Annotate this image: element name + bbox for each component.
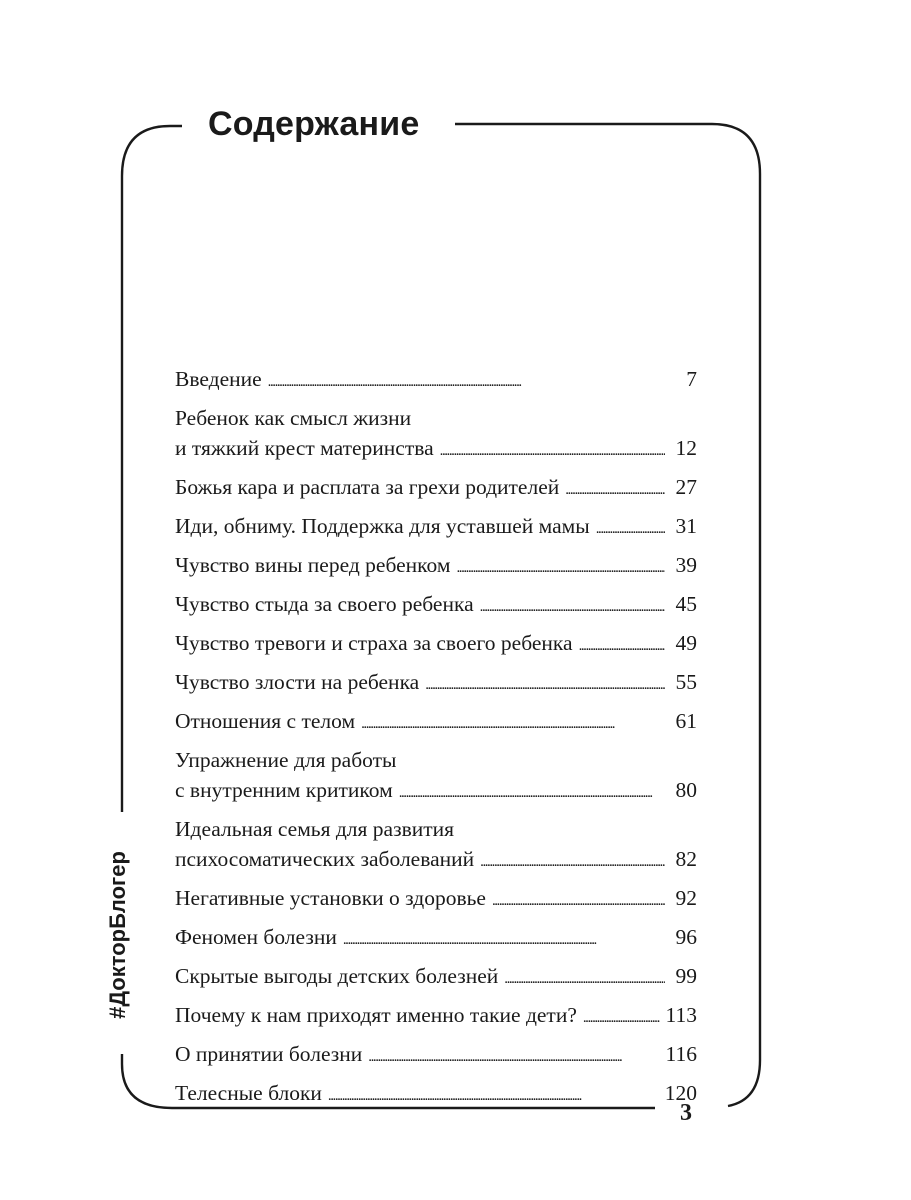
dot-leader <box>492 886 665 916</box>
dot-leader <box>583 1003 660 1033</box>
toc-entry-title: Почему к нам приходят именно такие дети? <box>175 1003 577 1027</box>
toc-entry-page: 7 <box>686 367 697 391</box>
frame-top-left <box>122 126 182 812</box>
toc-entry-page: 55 <box>675 670 697 694</box>
toc-entry-title-line: Упражнение для работы <box>175 748 397 772</box>
toc-entry <box>175 883 697 916</box>
toc-entry-page: 99 <box>675 964 697 988</box>
toc-entry-title: Отношения с телом <box>175 709 356 733</box>
dot-leader <box>504 964 665 994</box>
toc-entry-title-line: Идеальная семья для развития <box>175 817 455 841</box>
toc-entry-row <box>175 922 697 955</box>
dot-leader <box>596 514 665 544</box>
dot-leader <box>440 436 665 466</box>
toc-entry-page: 92 <box>675 886 697 910</box>
toc-entry-page: 31 <box>675 514 697 538</box>
toc-entry-title: с внутренним критиком <box>175 778 393 802</box>
toc-entry-row <box>175 961 697 994</box>
toc-entry <box>175 745 697 808</box>
toc-entry <box>175 814 697 877</box>
dot-leader <box>456 553 665 583</box>
toc-entry-row <box>175 706 697 739</box>
dot-leader <box>361 709 665 739</box>
toc-entry-row <box>175 511 697 544</box>
dot-leader <box>328 1081 659 1111</box>
toc-entry <box>175 511 697 544</box>
toc-entry <box>175 589 697 622</box>
toc-entry-row <box>175 628 697 661</box>
page-title: Содержание <box>208 105 420 143</box>
toc-entry-title: Введение <box>175 367 262 391</box>
toc-entry-page: 120 <box>664 1081 697 1105</box>
toc-entry <box>175 961 697 994</box>
side-tag-text: #ДокторБлогер <box>105 851 130 1019</box>
toc-entry-title: и тяжкий крест материнства <box>175 436 434 460</box>
toc-entry <box>175 1039 697 1072</box>
toc-entry-row <box>175 844 697 877</box>
toc-entry-page: 116 <box>665 1042 697 1066</box>
toc-entry-page: 12 <box>675 436 697 460</box>
toc-entry <box>175 706 697 739</box>
toc-entry-row <box>175 1078 697 1111</box>
dot-leader <box>480 847 665 877</box>
toc-entry <box>175 403 697 466</box>
toc-entry-row <box>175 1000 697 1033</box>
toc-entry <box>175 628 697 661</box>
toc-entry-title: О принятии болезни <box>175 1042 363 1066</box>
toc-entry-title: психосоматических заболеваний <box>175 847 475 871</box>
dot-leader <box>268 367 665 397</box>
toc-entry-row <box>175 775 697 808</box>
toc-entry-page: 96 <box>675 925 697 949</box>
toc-entry-title: Негативные установки о здоровье <box>175 886 486 910</box>
dot-leader <box>579 631 665 661</box>
toc-entry-row <box>175 433 697 466</box>
toc-entry-page: 61 <box>675 709 697 733</box>
toc-entry-title-line: Ребенок как смысл жизни <box>175 406 412 430</box>
page-number: 3 <box>680 1100 692 1126</box>
table-of-contents <box>175 364 697 1117</box>
toc-entry-row <box>175 550 697 583</box>
dot-leader <box>480 592 665 622</box>
toc-entry-title: Божья кара и расплата за грехи родителей <box>175 475 560 499</box>
toc-entry-row <box>175 667 697 700</box>
dot-leader <box>565 475 665 505</box>
toc-entry <box>175 550 697 583</box>
toc-entry <box>175 1078 697 1111</box>
toc-entry-row <box>175 589 697 622</box>
toc-entry-page: 82 <box>675 847 697 871</box>
toc-entry-title: Скрытые выгоды детских болезней <box>175 964 499 988</box>
dot-leader <box>425 670 665 700</box>
toc-entry <box>175 922 697 955</box>
toc-entry-page: 39 <box>675 553 697 577</box>
toc-entry-page: 49 <box>675 631 697 655</box>
toc-entry-row <box>175 472 697 505</box>
toc-entry <box>175 364 697 397</box>
toc-entry-page: 27 <box>675 475 697 499</box>
toc-entry-row <box>175 1039 697 1072</box>
toc-entry-row <box>175 883 697 916</box>
dot-leader <box>399 778 665 808</box>
toc-entry-title: Чувство вины перед ребенком <box>175 553 451 577</box>
toc-entry-title: Чувство стыда за своего ребенка <box>175 592 474 616</box>
dot-leader <box>368 1042 659 1072</box>
toc-entry-title: Чувство тревоги и страха за своего ребенка <box>175 631 573 655</box>
toc-entry-row <box>175 364 697 397</box>
toc-entry-title: Чувство злости на ребенка <box>175 670 420 694</box>
toc-entry <box>175 667 697 700</box>
toc-entry <box>175 472 697 505</box>
toc-entry-title: Телесные блоки <box>175 1081 322 1105</box>
toc-entry-page: 113 <box>665 1003 697 1027</box>
toc-entry-title: Феномен болезни <box>175 925 337 949</box>
toc-entry-page: 80 <box>675 778 697 802</box>
toc-entry <box>175 1000 697 1033</box>
dot-leader <box>343 925 665 955</box>
toc-entry-page: 45 <box>675 592 697 616</box>
toc-entry-title: Иди, обниму. Поддержка для уставшей мамы <box>175 514 590 538</box>
